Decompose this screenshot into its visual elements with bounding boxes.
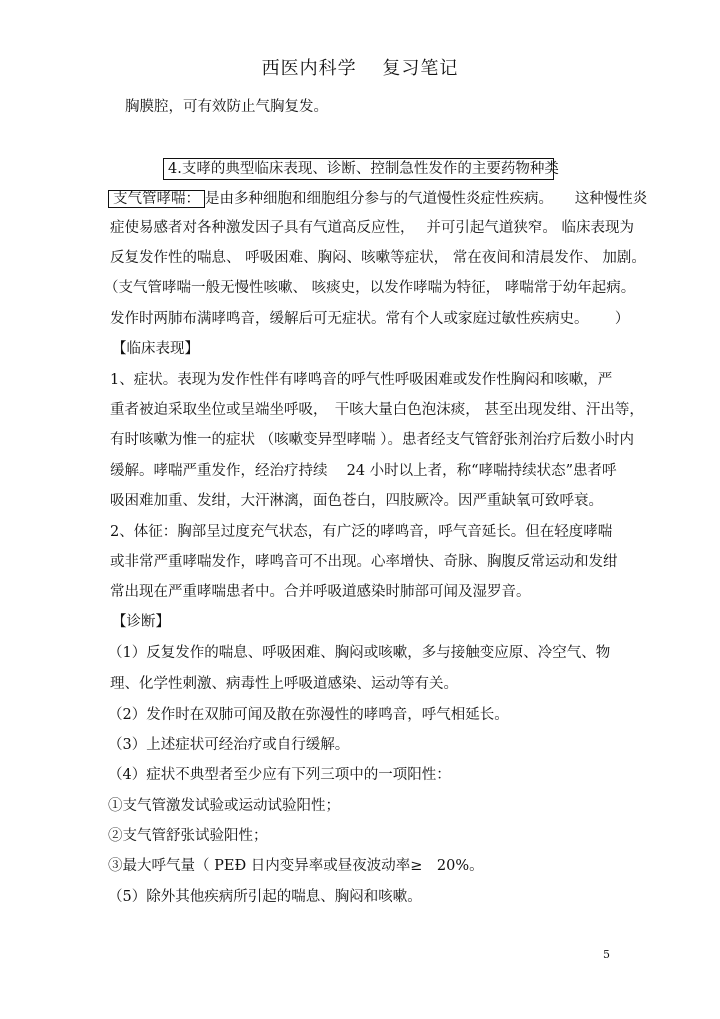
text-line: 1、症状。表现为发作性伴有哮鸣音的呼气性呼吸困难或发作性胸闷和咳嗽，严 xyxy=(110,372,613,388)
term-label: 支气管哮喘： xyxy=(108,190,205,208)
definition-text: 是由多种细胞和细胞组分参与的气道慢性炎症性疾病。 这种慢性炎 xyxy=(205,191,648,207)
text-line: （5）除外其他疾病所引起的喘息、胸闷和咳嗽。 xyxy=(108,889,422,905)
definition-line xyxy=(108,188,647,210)
text-line: 2、体征：胸部呈过度充气状态，有广泛的哮鸣音，呼气音延长。但在轻度哮喘 xyxy=(110,524,613,540)
text-line: 理、化学性刺激、病毒性上呼吸道感染、运动等有关。 xyxy=(110,676,458,692)
text-line: （4）症状不典型者至少应有下列三项中的一项阳性： xyxy=(108,767,451,783)
text-line: 有时咳嗽为惟一的症状 （咳嗽变异型哮喘 ）。患者经支气管舒张剂治疗后数小时内 xyxy=(110,432,634,448)
text-line: （支气管哮喘一般无慢性咳嗽、 咳痰史，以发作哮喘为特征， 哮喘常于幼年起病。 xyxy=(104,280,636,296)
text-line: （3）上述症状可经治疗或自行缓解。 xyxy=(108,737,350,753)
section-heading: 4.支哮的典型临床表现、诊断、控制急性发作的主要药物种类 xyxy=(168,161,559,177)
text-line: 吸困难加重、发绀，大汗淋漓，面色苍白，四肢厥冷。因严重缺氧可致呼衰。 xyxy=(110,493,603,509)
text-line: （1）反复发作的喘息、呼吸困难、胸闷或咳嗽，多与接触变应原、冷空气、物 xyxy=(108,645,611,661)
text-line: 发作时两肺布满哮鸣音，缓解后可无症状。常有个人或家庭过敏性疾病史。 ） xyxy=(110,311,630,327)
text-line: 常出现在严重哮喘患者中。合并呼吸道感染时肺部可闻及湿罗音。 xyxy=(110,584,531,600)
section-heading-box xyxy=(163,158,559,180)
page-number: 5 xyxy=(603,948,610,961)
text-line: 缓解。哮喘严重发作，经治疗持续 24 小时以上者，称“哮喘持续状态”患者呼 xyxy=(110,463,617,479)
text-line: （2）发作时在双肺可闻及散在弥漫性的哮鸣音，呼气相延长。 xyxy=(108,707,509,723)
text-line: 症使易感者对各种激发因子具有气道高反应性， 并可引起气道狭窄。 临床表现为 xyxy=(110,220,634,236)
text-line: 或非常严重哮喘发作，哮鸣音可不出现。心率增快、奇脉、胸腹反常运动和发绀 xyxy=(110,554,618,570)
text-line: ①支气管激发试验或运动试验阳性； xyxy=(108,798,340,814)
text-line: 重者被迫采取坐位或呈端坐呼吸， 干咳大量白色泡沫痰， 甚至出现发绀、汗出等， xyxy=(110,402,644,418)
subsection-heading: 【诊断】 xyxy=(112,614,170,630)
text-line: ②支气管舒张试验阳性； xyxy=(108,828,268,844)
text-line: 反复发作性的喘息、 呼吸困难、胸闷、咳嗽等症状， 常在夜间和清晨发作、 加剧。 xyxy=(110,250,646,266)
subsection-heading: 【临床表现】 xyxy=(112,341,199,357)
page-header-title: 西医内科学 复习笔记 xyxy=(261,58,459,79)
text-line: 胸膜腔，可有效防止气胸复发。 xyxy=(125,99,328,115)
text-line: ③最大呼气量（ PEĐ 日内变异率或昼夜波动率≥ 20%。 xyxy=(108,858,484,874)
